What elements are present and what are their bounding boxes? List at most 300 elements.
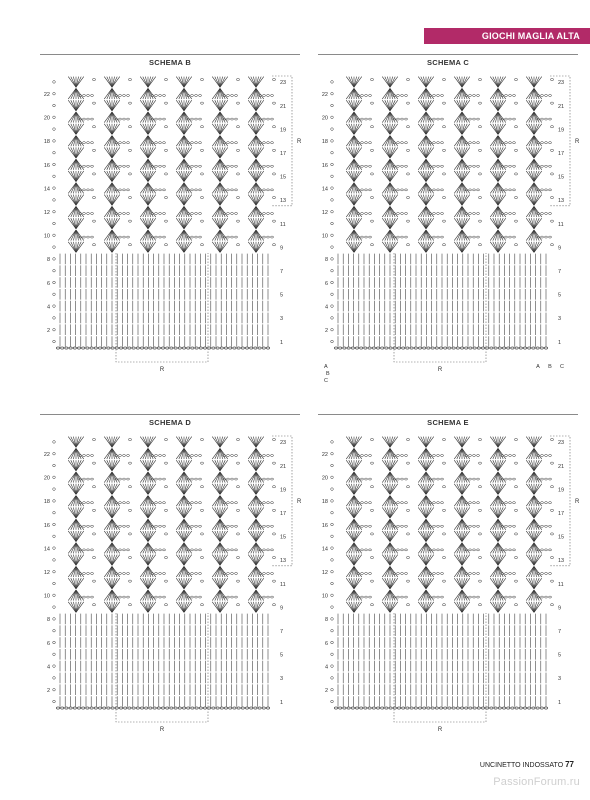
chain-stitch <box>477 707 480 709</box>
stitch-mark <box>215 136 220 147</box>
schema-panel-e <box>318 414 578 754</box>
stitch-mark <box>529 206 534 217</box>
stitch-mark <box>457 136 462 147</box>
chain-stitch <box>56 347 59 349</box>
turning-chain <box>331 677 334 680</box>
stitch-mark <box>71 147 76 158</box>
stitch-mark <box>385 602 390 613</box>
stitch-mark <box>354 531 359 542</box>
turning-chain <box>331 582 334 585</box>
stitch-mark <box>107 183 112 194</box>
stitch-mark <box>462 206 467 217</box>
chain-stitch <box>448 707 451 709</box>
stitch-mark <box>426 590 431 601</box>
chain-stitch <box>477 549 480 551</box>
stitch-mark <box>215 507 220 518</box>
chain-stitch <box>87 572 90 574</box>
stitch-mark <box>215 230 220 241</box>
chain-stitch <box>442 462 445 464</box>
chain-stitch <box>505 165 508 167</box>
stitch-mark <box>76 590 81 601</box>
stitch-mark <box>251 519 256 530</box>
chain-stitch <box>199 454 202 456</box>
stitch-mark <box>385 159 390 170</box>
chain-stitch <box>128 102 131 104</box>
chain-stitch <box>477 142 480 144</box>
chain-stitch <box>227 572 230 574</box>
chain-stitch <box>235 236 238 238</box>
stitch-mark <box>256 195 261 206</box>
chain-stitch <box>127 236 130 238</box>
chain-stitch <box>364 707 367 709</box>
stitch-mark <box>421 519 426 530</box>
stitch-mark <box>390 230 395 241</box>
chain-stitch <box>385 707 388 709</box>
crochet-chart <box>40 414 300 754</box>
chain-stitch <box>83 118 86 120</box>
chain-stitch <box>528 707 531 709</box>
stitch-mark <box>385 183 390 194</box>
chain-stitch <box>157 347 160 349</box>
stitch-mark <box>354 566 359 577</box>
chain-stitch <box>433 596 436 598</box>
stitch-mark <box>390 112 395 123</box>
chain-stitch <box>83 212 86 214</box>
stitch-mark <box>349 183 354 194</box>
stitch-mark <box>179 195 184 206</box>
chain-stitch <box>200 580 203 582</box>
chain-stitch <box>397 347 400 349</box>
chain-stitch <box>103 707 106 709</box>
chain-stitch <box>164 556 167 558</box>
stitch-mark <box>256 242 261 253</box>
turning-chain <box>331 653 334 656</box>
chain-stitch <box>365 596 368 598</box>
repeat-label: R <box>159 726 165 733</box>
chain-stitch <box>164 220 167 222</box>
stitch-mark <box>534 112 539 123</box>
stitch-mark <box>354 590 359 601</box>
chain-stitch <box>545 549 548 551</box>
stitch-mark <box>421 590 426 601</box>
turning-chain <box>53 700 56 703</box>
chain-stitch <box>119 236 122 238</box>
chain-stitch <box>236 126 239 128</box>
chain-stitch <box>401 94 404 96</box>
chain-stitch <box>195 236 198 238</box>
turning-chain <box>331 641 334 644</box>
chain-stitch <box>414 347 417 349</box>
stitch-mark <box>112 437 117 448</box>
stitch-mark <box>143 195 148 206</box>
row-label-left: 18 <box>43 139 50 146</box>
turning-chain <box>331 258 334 261</box>
chain-stitch <box>231 596 234 598</box>
chain-stitch <box>159 596 162 598</box>
stitch-mark <box>148 507 153 518</box>
chain-stitch <box>473 142 476 144</box>
stitch-mark <box>421 124 426 135</box>
chain-stitch <box>469 707 472 709</box>
turning-chain <box>53 535 56 538</box>
stitch-mark <box>251 590 256 601</box>
chain-stitch <box>505 478 508 480</box>
chain-stitch <box>91 236 94 238</box>
turning-chain <box>53 81 56 84</box>
chain-stitch <box>478 173 481 175</box>
stitch-mark <box>354 183 359 194</box>
chain-stitch <box>550 220 553 222</box>
chain-stitch <box>83 502 86 504</box>
chain-stitch <box>437 142 440 144</box>
chain-stitch <box>514 149 517 151</box>
chain-stitch <box>406 462 409 464</box>
chain-stitch <box>200 220 203 222</box>
stitch-mark <box>76 448 81 459</box>
chain-stitch <box>389 707 392 709</box>
chain-stitch <box>477 525 480 527</box>
chain-stitch <box>509 572 512 574</box>
chain-stitch <box>473 347 476 349</box>
chain-stitch <box>163 596 166 598</box>
chain-stitch <box>541 94 544 96</box>
stitch-mark <box>76 183 81 194</box>
stitch-mark <box>148 543 153 554</box>
chain-stitch <box>182 707 185 709</box>
chain-stitch <box>212 707 215 709</box>
stitch-mark <box>534 242 539 253</box>
chain-stitch <box>469 236 472 238</box>
chain-stitch <box>155 94 158 96</box>
chain-stitch <box>406 604 409 606</box>
stitch-mark <box>534 218 539 229</box>
stitch-mark <box>148 218 153 229</box>
stitch-mark <box>179 602 184 613</box>
stitch-mark <box>385 112 390 123</box>
chain-stitch <box>123 118 126 120</box>
stitch-mark <box>534 555 539 566</box>
stitch-mark <box>462 484 467 495</box>
chain-stitch <box>442 149 445 151</box>
chain-stitch <box>401 596 404 598</box>
stitch-mark <box>457 566 462 577</box>
chain-stitch <box>191 572 194 574</box>
chain-stitch <box>128 173 131 175</box>
stitch-mark <box>498 147 503 158</box>
chain-stitch <box>540 347 543 349</box>
stitch-mark <box>349 77 354 88</box>
stitch-mark <box>143 136 148 147</box>
chain-stitch <box>272 486 275 488</box>
stitch-mark <box>534 195 539 206</box>
stitch-mark <box>498 496 503 507</box>
turning-chain <box>53 234 56 237</box>
repeat-label: R <box>297 138 302 145</box>
stitch-mark <box>426 195 431 206</box>
chain-stitch <box>545 142 548 144</box>
stitch-mark <box>390 460 395 471</box>
stitch-mark <box>385 543 390 554</box>
stitch-mark <box>349 171 354 182</box>
chain-stitch <box>272 149 275 151</box>
turning-chain <box>53 281 56 284</box>
turning-chain <box>331 665 334 668</box>
chain-stitch <box>370 533 373 535</box>
chain-stitch <box>513 549 516 551</box>
chain-stitch <box>164 580 167 582</box>
chain-stitch <box>236 604 239 606</box>
stitch-mark <box>354 602 359 613</box>
turning-chain <box>331 535 334 538</box>
stitch-mark <box>215 543 220 554</box>
row-label-left: 4 <box>46 664 50 671</box>
stitch-mark <box>462 136 467 147</box>
row-label-left: 10 <box>43 593 50 600</box>
stitch-mark <box>143 218 148 229</box>
stitch-mark <box>426 543 431 554</box>
stitch-mark <box>534 590 539 601</box>
turning-chain <box>331 175 334 178</box>
stitch-mark <box>251 183 256 194</box>
chain-stitch <box>149 707 152 709</box>
chain-stitch <box>477 502 480 504</box>
chain-stitch <box>91 118 94 120</box>
chain-stitch <box>361 94 364 96</box>
stitch-mark <box>534 484 539 495</box>
chain-stitch <box>405 236 408 238</box>
stitch-mark <box>534 472 539 483</box>
stitch-mark <box>529 484 534 495</box>
stitch-mark <box>421 531 426 542</box>
chain-stitch <box>339 707 342 709</box>
chain-stitch <box>515 347 518 349</box>
stitch-mark <box>498 195 503 206</box>
stitch-mark <box>184 77 189 88</box>
stitch-mark <box>71 195 76 206</box>
chain-stitch <box>513 189 516 191</box>
stitch-mark <box>457 578 462 589</box>
stitch-mark <box>498 590 503 601</box>
chain-stitch <box>370 78 373 80</box>
row-label-right: 23 <box>280 440 287 447</box>
stitch-mark <box>462 531 467 542</box>
chain-stitch <box>164 102 167 104</box>
chain-stitch <box>410 707 413 709</box>
stitch-mark <box>215 437 220 448</box>
chain-stitch <box>272 78 275 80</box>
stitch-mark <box>220 124 225 135</box>
chain-stitch <box>532 347 535 349</box>
stitch-mark <box>220 484 225 495</box>
stitch-mark <box>107 100 112 111</box>
chain-stitch <box>549 478 552 480</box>
chain-stitch <box>439 347 442 349</box>
chain-stitch <box>550 533 553 535</box>
chain-stitch <box>401 142 404 144</box>
chain-stitch <box>477 347 480 349</box>
chain-stitch <box>370 556 373 558</box>
stitch-mark <box>390 147 395 158</box>
stitch-mark <box>184 448 189 459</box>
chain-stitch <box>369 596 372 598</box>
stitch-mark <box>426 531 431 542</box>
turning-chain <box>53 305 56 308</box>
stitch-mark <box>107 136 112 147</box>
turning-chain <box>331 140 334 143</box>
turning-chain <box>53 618 56 621</box>
stitch-mark <box>179 230 184 241</box>
stitch-mark <box>143 578 148 589</box>
chain-stitch <box>235 596 238 598</box>
stitch-mark <box>71 496 76 507</box>
chain-stitch <box>191 142 194 144</box>
stitch-mark <box>215 112 220 123</box>
chain-stitch <box>254 707 257 709</box>
chain-stitch <box>92 604 95 606</box>
chain-stitch <box>478 486 481 488</box>
repeat-bracket-horizontal <box>116 613 208 722</box>
turning-chain <box>331 559 334 562</box>
stitch-mark <box>534 460 539 471</box>
chain-stitch <box>401 165 404 167</box>
chain-stitch <box>369 502 372 504</box>
chain-stitch <box>195 94 198 96</box>
chain-stitch <box>418 707 421 709</box>
stitch-mark <box>71 519 76 530</box>
stitch-mark <box>421 578 426 589</box>
stitch-mark <box>426 136 431 147</box>
chain-stitch <box>267 212 270 214</box>
chain-stitch <box>477 572 480 574</box>
chain-stitch <box>372 707 375 709</box>
stitch-mark <box>76 242 81 253</box>
turning-chain <box>53 246 56 249</box>
stitch-mark <box>256 519 261 530</box>
stitch-mark <box>529 183 534 194</box>
stitch-mark <box>385 531 390 542</box>
chain-stitch <box>509 596 512 598</box>
stitch-mark <box>71 183 76 194</box>
chain-stitch <box>111 347 114 349</box>
chain-stitch <box>235 94 238 96</box>
chain-stitch <box>441 596 444 598</box>
stitch-mark <box>112 159 117 170</box>
chain-stitch <box>513 572 516 574</box>
chain-stitch <box>509 236 512 238</box>
chain-stitch <box>365 118 368 120</box>
chain-stitch <box>107 347 110 349</box>
stitch-mark <box>493 218 498 229</box>
chain-stitch <box>127 572 130 574</box>
stitch-mark <box>354 242 359 253</box>
stitch-mark <box>493 206 498 217</box>
chain-stitch <box>505 212 508 214</box>
chain-stitch <box>174 347 177 349</box>
chain-stitch <box>127 165 130 167</box>
turning-chain <box>331 104 334 107</box>
stitch-mark <box>462 77 467 88</box>
stitch-mark <box>71 77 76 88</box>
stitch-mark <box>184 147 189 158</box>
chain-stitch <box>271 212 274 214</box>
stitch-mark <box>251 230 256 241</box>
chain-stitch <box>161 707 164 709</box>
chain-stitch <box>473 707 476 709</box>
chain-stitch <box>361 165 364 167</box>
stitch-mark <box>493 472 498 483</box>
stitch-mark <box>148 437 153 448</box>
chain-stitch <box>235 525 238 527</box>
chain-stitch <box>364 347 367 349</box>
stitch-mark <box>76 100 81 111</box>
stitch-mark <box>426 88 431 99</box>
chain-stitch <box>164 149 167 151</box>
chain-stitch <box>231 142 234 144</box>
chain-stitch <box>91 165 94 167</box>
stitch-mark <box>148 77 153 88</box>
row-label-left: 6 <box>46 640 50 647</box>
stitch-mark <box>251 602 256 613</box>
row-label-right: 13 <box>558 198 565 205</box>
stitch-mark <box>529 531 534 542</box>
chain-stitch <box>191 94 194 96</box>
stitch-mark <box>215 147 220 158</box>
chain-stitch <box>191 347 194 349</box>
stitch-mark <box>71 437 76 448</box>
stitch-mark <box>426 566 431 577</box>
stitch-mark <box>462 218 467 229</box>
chain-stitch <box>272 196 275 198</box>
stitch-mark <box>148 136 153 147</box>
turning-chain <box>331 92 334 95</box>
stitch-mark <box>498 555 503 566</box>
chain-stitch <box>271 549 274 551</box>
chain-stitch <box>164 509 167 511</box>
stitch-mark <box>457 496 462 507</box>
chain-stitch <box>361 596 364 598</box>
stitch-mark <box>421 171 426 182</box>
chain-stitch <box>263 572 266 574</box>
stitch-mark <box>112 590 117 601</box>
stitch-mark <box>493 590 498 601</box>
turning-chain <box>53 511 56 514</box>
chain-stitch <box>212 347 215 349</box>
chain-stitch <box>128 486 131 488</box>
turning-chain <box>331 688 334 691</box>
chain-stitch <box>267 572 270 574</box>
chain-stitch <box>423 347 426 349</box>
chain-stitch <box>505 572 508 574</box>
stitch-mark <box>251 555 256 566</box>
stitch-mark <box>143 230 148 241</box>
stitch-mark <box>220 543 225 554</box>
stitch-mark <box>256 448 261 459</box>
chain-stitch <box>159 572 162 574</box>
stitch-mark <box>112 519 117 530</box>
stitch-mark <box>256 602 261 613</box>
row-label-right: 9 <box>558 245 562 252</box>
chain-stitch <box>478 149 481 151</box>
chain-stitch <box>237 707 240 709</box>
chain-stitch <box>509 212 512 214</box>
chain-stitch <box>236 173 239 175</box>
row-label-left: 2 <box>46 688 50 694</box>
row-label-right: 5 <box>558 292 562 299</box>
chain-stitch <box>200 149 203 151</box>
stitch-mark <box>71 602 76 613</box>
stitch-mark <box>385 484 390 495</box>
stitch-mark <box>385 590 390 601</box>
